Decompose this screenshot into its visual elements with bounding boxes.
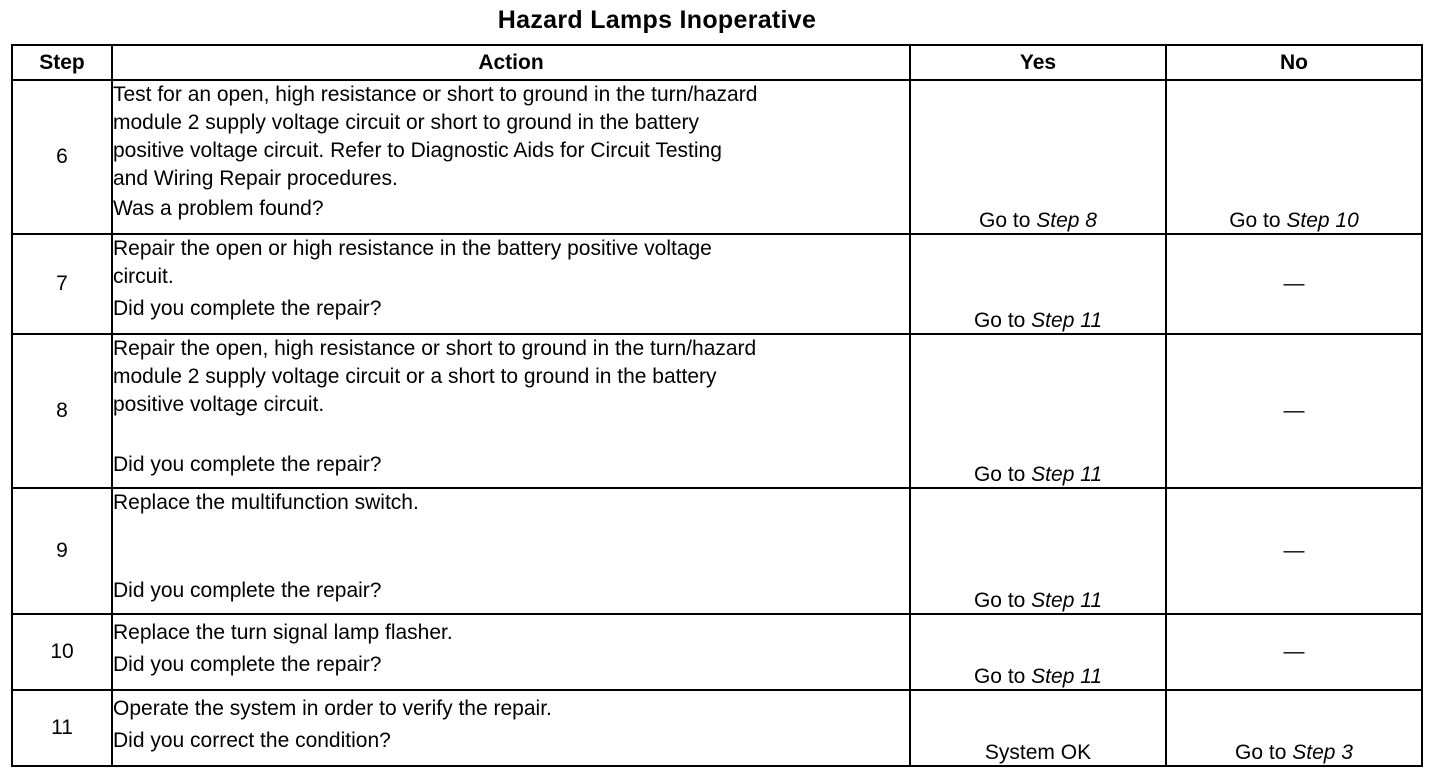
instruction-line: Repair the open or high resistance in the battery positive voltage — [113, 237, 712, 260]
page-title: Hazard Lamps Inoperative — [497, 6, 817, 34]
yes-prefix: Go to — [973, 589, 1032, 612]
step-number: 11 — [12, 690, 112, 766]
action-question: Did you complete the repair? — [113, 653, 382, 676]
action-cell — [112, 614, 910, 690]
action-cell — [112, 488, 910, 614]
yes-prefix: Go to — [979, 209, 1037, 232]
action-instruction — [113, 335, 909, 419]
action-instruction — [113, 235, 909, 291]
action-cell — [112, 80, 910, 234]
action-question: Did you complete the repair? — [113, 579, 382, 602]
action-instruction — [113, 81, 909, 193]
step-reference-link[interactable]: Step 11 — [1031, 463, 1103, 486]
step-number: 10 — [12, 614, 112, 690]
no-cell: — — [1166, 234, 1422, 334]
step-reference-link[interactable]: Step 11 — [1031, 665, 1103, 688]
no-cell: — — [1166, 334, 1422, 488]
yes-cell: System OK — [910, 690, 1166, 766]
table-row — [12, 234, 1422, 334]
table-row — [12, 334, 1422, 488]
yes-cell — [910, 614, 1166, 690]
instruction-line: circuit. — [113, 265, 174, 288]
step-number: 8 — [12, 334, 112, 488]
action-question: Did you correct the condition? — [113, 729, 391, 752]
no-cell: — — [1166, 488, 1422, 614]
table-row — [12, 690, 1422, 766]
no-prefix: Go to — [1235, 741, 1293, 764]
step-number: 7 — [12, 234, 112, 334]
step-number: 6 — [12, 80, 112, 234]
yes-cell — [910, 80, 1166, 234]
instruction-line: positive voltage circuit. — [113, 393, 325, 416]
step-reference-link[interactable]: Step 8 — [1036, 209, 1097, 232]
step-number: 9 — [12, 488, 112, 614]
no-cell — [1166, 690, 1422, 766]
header-action: Action — [112, 45, 910, 80]
action-instruction — [113, 695, 909, 723]
instruction-line: Replace the multifunction switch. — [113, 491, 419, 514]
step-reference-link[interactable]: Step 10 — [1286, 209, 1359, 232]
step-reference-link[interactable]: Step 11 — [1031, 309, 1103, 332]
action-question: Was a problem found? — [113, 197, 324, 220]
instruction-line: positive voltage circuit. Refer to Diagnostic Aids for Circuit Testing — [113, 139, 722, 162]
no-cell — [1166, 80, 1422, 234]
yes-cell — [910, 488, 1166, 614]
action-question: Did you complete the repair? — [113, 297, 382, 320]
diagnostic-table — [11, 44, 1423, 767]
instruction-line: module 2 supply voltage circuit or short to ground in the battery — [113, 111, 699, 134]
action-instruction — [113, 489, 909, 517]
step-reference-link[interactable]: Step 11 — [1031, 589, 1103, 612]
instruction-line: Test for an open, high resistance or short to ground in the turn/hazard — [113, 83, 758, 106]
step-reference-link[interactable]: Step 3 — [1292, 741, 1353, 764]
no-prefix: Go to — [1229, 209, 1287, 232]
header-step: Step — [12, 45, 112, 80]
instruction-line: Repair the open, high resistance or short to ground in the turn/hazard — [113, 337, 757, 360]
table-row — [12, 488, 1422, 614]
instruction-line: Operate the system in order to verify the repair. — [113, 697, 552, 720]
action-cell — [112, 334, 910, 488]
header-yes: Yes — [910, 45, 1166, 80]
action-question: Did you complete the repair? — [113, 453, 382, 476]
instruction-line: Replace the turn signal lamp flasher. — [113, 621, 453, 644]
yes-cell — [910, 334, 1166, 488]
action-cell — [112, 234, 910, 334]
header-row — [12, 45, 1422, 80]
table-row — [12, 80, 1422, 234]
yes-cell — [910, 234, 1166, 334]
header-no: No — [1166, 45, 1422, 80]
yes-prefix: Go to — [973, 665, 1032, 688]
action-instruction — [113, 619, 909, 647]
instruction-line: and Wiring Repair procedures. — [113, 167, 398, 190]
no-cell: — — [1166, 614, 1422, 690]
instruction-line: module 2 supply voltage circuit or a short to ground in the battery — [113, 365, 717, 388]
table-row — [12, 614, 1422, 690]
yes-prefix: Go to — [973, 309, 1032, 332]
action-cell — [112, 690, 910, 766]
yes-prefix: Go to — [973, 463, 1032, 486]
